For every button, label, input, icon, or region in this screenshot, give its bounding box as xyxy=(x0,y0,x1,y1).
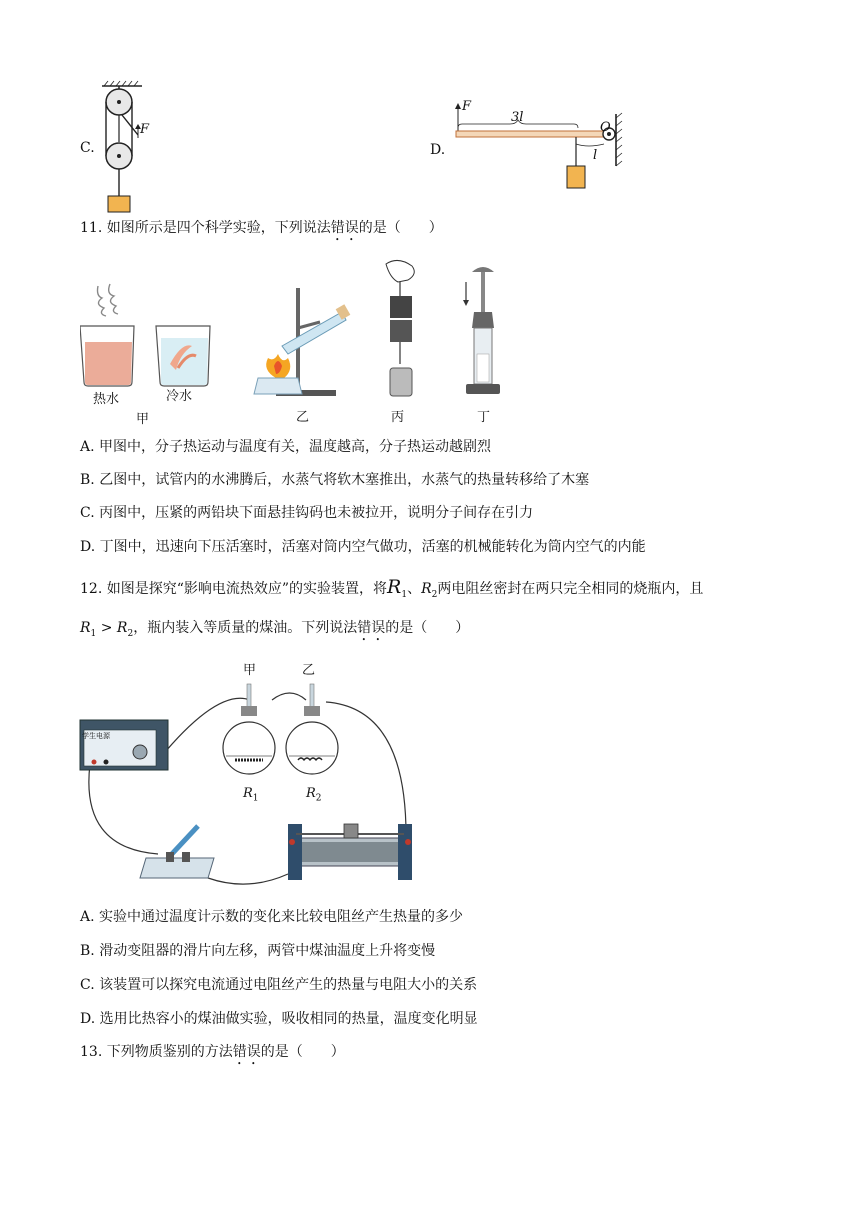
question-11-stem: 11. 如图所示是四个科学实验，下列说法错误的是（ ） xyxy=(80,220,443,236)
q12-option-c: C. 该装置可以探究电流通过电阻丝产生的热量与电阻大小的关系 xyxy=(80,977,478,993)
q11-option-d: D. 丁图中，迅速向下压活塞时，活塞对筒内空气做功，活塞的机械能转化为筒内空气的内能 xyxy=(80,539,646,555)
label-cold-water: 冷水 xyxy=(166,389,193,404)
option-d-label: D. xyxy=(430,142,446,158)
pulley-system-figure xyxy=(94,80,150,216)
q12-option-b: B. 滑动变阻器的滑片向左移，两管中煤油温度上升将变慢 xyxy=(80,943,436,959)
question-12-stem-line2: $R_1 > R_2$，瓶内装入等质量的煤油。下列说法错误的是（ ） xyxy=(80,620,470,639)
q12-option-d: D. 选用比热容小的煤油做实验，吸收相同的热量，温度变化明显 xyxy=(80,1011,478,1027)
power-supply-label: 学生电源 xyxy=(82,732,110,740)
q11-option-c: C. 丙图中，压紧的两铅块下面悬挂钩码也未被拉开，说明分子间存在引力 xyxy=(80,505,534,521)
label-hot-water: 热水 xyxy=(93,392,120,407)
label-jia: 甲 xyxy=(136,412,150,427)
label-r1: $R_1$ xyxy=(243,786,259,804)
question-13-stem: 13. 下列物质鉴别的方法错误的是（ ） xyxy=(80,1044,345,1060)
circuit-figure xyxy=(78,678,428,892)
question-12-stem-line1: 12. 如图是探究“影响电流热效应”的实验装置，将$R_1$、$R_2$两电阻丝密封在两只完全相同的烧瓶内，且 xyxy=(80,576,704,600)
q12-option-a: A. 实验中通过温度计示数的变化来比较电阻丝产生热量的多少 xyxy=(80,909,464,925)
label-r2: $R_2$ xyxy=(306,786,322,804)
d-length-l: l xyxy=(593,148,598,163)
air-syringe-figure xyxy=(458,264,508,404)
label-ding: 丁 xyxy=(477,410,491,425)
c-force-label: F xyxy=(140,122,150,137)
lever-figure xyxy=(450,98,630,193)
label-yi-flask: 乙 xyxy=(302,663,316,678)
label-yi: 乙 xyxy=(296,410,310,425)
option-c-label: C. xyxy=(80,140,95,156)
d-length-3l: 3l xyxy=(511,110,524,125)
q11-option-a: A. 甲图中，分子热运动与温度有关，温度越高，分子热运动越剧烈 xyxy=(80,439,492,455)
d-pivot-label: O xyxy=(600,120,611,135)
d-force-label: F xyxy=(462,99,472,114)
test-tube-stand-figure xyxy=(248,286,352,400)
label-bing: 丙 xyxy=(391,410,405,425)
beakers-figure xyxy=(80,282,220,390)
label-jia-flask: 甲 xyxy=(243,663,257,678)
q11-option-b: B. 乙图中，试管内的水沸腾后，水蒸气将软木塞推出，水蒸气的热量转移给了木塞 xyxy=(80,472,590,488)
lead-blocks-figure xyxy=(378,256,428,404)
